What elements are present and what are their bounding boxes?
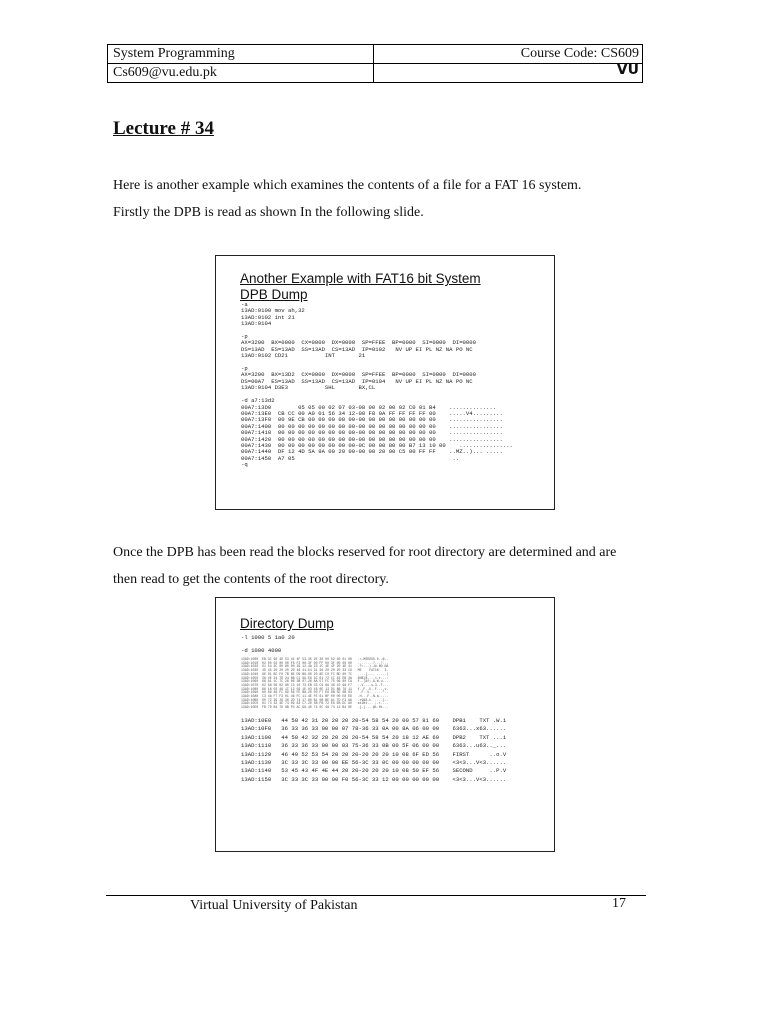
slide-title: Another Example with FAT16 bit System — [240, 271, 481, 286]
course-name: System Programming — [113, 46, 235, 61]
root-dir-line-1: Once the DPB has been read the blocks reserved for root directory are determined and are — [113, 545, 617, 560]
footer-rule — [106, 895, 646, 896]
intro-line-2: Firstly the DPB is read as shown In the following slide. — [113, 205, 424, 220]
intro-paragraph — [113, 172, 653, 226]
slide-subtitle: DPB Dump — [240, 287, 308, 302]
boot-sector-hex-dump: 13AD:1000 EB 3C 90 4D 53 44 4F 53-35 2E 30 00 02 40 01 00 .<.MSDOS5.0..@.. 13AD:1010 02 00 02 00 00 F8 F2 00-3F 00 FF 00 3F 00 00 00 ........?...?... 13AD:1020 01 54 3C 00 80 00 29 12-4A 23 1C 4E 4F 20 4E 41 .T<...).J#.NO NA 13AD:1030 4D 45 20 20 20 20 46 41-54 31 36 20 20 20 33 C9 ME FAT16 3. 13AD:1040 8E D1 BC F0 7B 8E D9 B8-00 20 8E C0 FC BD 00 7C ....{.... .....| 13AD:1050 38 4E 24 7D 24 8B C1 99-E8 3C 01 72 1C 83 EB 3A 8N$}$....<.r...: 13AD:1060 66 A1 1C 7C 26 66 3B 07-26 8A 57 FC 75 06 80 CA f..|&f;.&.W.u... 13AD:1070 02 88 56 02 80 C3 10 73-EB 33 C9 8A 46 10 98 F7 ..V....s.3..F... 13AD:1080 66 16 03 46 1C 13 56 1E-03 46 0E 13 D1 8B 76 11 f..F..V..F....v. 13AD:1090 60 89 46 FC 89 56 FE B8-20 00 F7 E6 8B 5E 0B 03 `.F..V.. ....^.. 13AD:10A0 C3 48 F7 F3 01 46 FC 11-4E FE 61 BF 00 00 E8 E6 .H...F..N.a..... 13AD:10B0 00 72 39 26 38 2D 74 17-60 B1 0B BE A1 7D F3 A6 .r9&8-t.`....}.. 13AD:10C0 61 74 32 4E 74 09 83 C7-20 3B FB 72 E6 EB DC A0 at2Nt... ;.r.... 13AD:10D0 FB 7D B4 7D 8B F0 AC 98-40 74 0C 48 74 13 B4 0E .}.}....@t.Ht... — [241, 657, 389, 710]
page-number: 17 — [612, 896, 626, 911]
directory-commands: -l 1000 5 1a0 20 -d 1000 4000 — [241, 634, 295, 655]
dpb-dump-slide — [215, 255, 555, 510]
course-email: Cs609@vu.edu.pk — [113, 65, 217, 80]
course-code: Course Code: CS609 — [520, 46, 639, 61]
intro-line-1: Here is another example which examines the contents of a file for a FAT 16 system. — [113, 178, 582, 193]
vu-logo: VU — [616, 62, 639, 78]
directory-entries-dump: 13AD:10E0 44 50 42 31 20 20 20 20-54 58 54 20 00 57 81 69 DPB1 TXT .W.i 13AD:10F0 36 33 36 33 00 00 07 78-36 33 0A 00 8A 06 00 00 6363...x63...... 13AD:1100 44 50 42 32 20 20 20 20-54 58 54 20 18 12 AE 69 DPB2 TXT ...i 13AD:1110 36 33 36 33 00 00 03 75-36 33 0B 00 5F 06 00 00 6363...u63.._... 13AD:1120 46 49 52 53 54 20 20 20-20 20 20 10 08 6F ED 56 FIRST ..o.V 13AD:1130 3C 33 3C 33 00 00 EE 56-3C 33 0C 00 00 00 00 00 <3<3...V<3...... 13AD:1140 53 45 43 4F 4E 44 20 20-20 20 20 10 08 50 EF 56 SECOND ..P.V 13AD:1150 3C 33 3C 33 00 00 F0 56-3C 33 12 00 00 00 00 00 <3<3...V<3...... — [241, 717, 507, 783]
root-dir-line-2: then read to get the contents of the root directory. — [113, 572, 389, 587]
header-table — [107, 44, 643, 83]
root-dir-paragraph — [113, 539, 653, 593]
slide-title: Directory Dump — [240, 616, 334, 631]
lecture-title: Lecture # 34 — [113, 118, 214, 139]
directory-dump-slide — [215, 597, 555, 852]
dpb-dump-text: -a 13AD:0100 mov ah,32 13AD:0102 int 21 13AD:0104 -p AX=3200 BX=0000 CX=0000 DX=0000 SP=FFEE BP=0000 SI=0000 DI=0000 DS=13AD ES=13AD SS=13AD CS=13AD IP=0102 NV UP EI PL NZ NA PO NC 13AD:0102 CD21 INT 21 -p AX=3200 BX=13D2 CX=0000 DX=0000 SP=FFEE BP=0000 SI=0000 DI=0000 DS=00A7 ES=13AD SS=13AD CS=13AD IP=0104 NV UP EI PL NZ NA PO NC 13AD:0104 D3E3 SHL BX,CL -d a7:13d2 00A7:13D0 05 05 00 02 07 03-08 00 02 00 02 C0 01 B4 .............. 00A7:13E0 CB CC 00 A0 01 56 34 12-00 F8 0A FF FF FF FF 00 .....V4......... 00A7:13F0 00 9E CB 00 00 00 00 00-00 00 00 00 00 00 00 00 ................ 00A7:1400 00 00 00 00 00 00 00 00-00 00 00 00 00 00 00 00 ................ 00A7:1410 00 00 00 00 00 00 00 00-00 00 00 00 00 00 00 00 ................ 00A7:1420 00 00 00 00 00 00 00 00-00 00 00 00 00 00 00 00 ................ 00A7:1430 00 00 00 00 00 00 00 00-0C 00 00 80 00 B7 13 10 00 ................ 00A7:1440 DF 12 4D 5A 9A 00 29 00-00 00 20 00 C5 00 FF FF ..MZ..)... ..... 00A7:1450 A7 05 .. -q — [241, 301, 513, 469]
footer-organization: Virtual University of Pakistan — [190, 898, 358, 913]
